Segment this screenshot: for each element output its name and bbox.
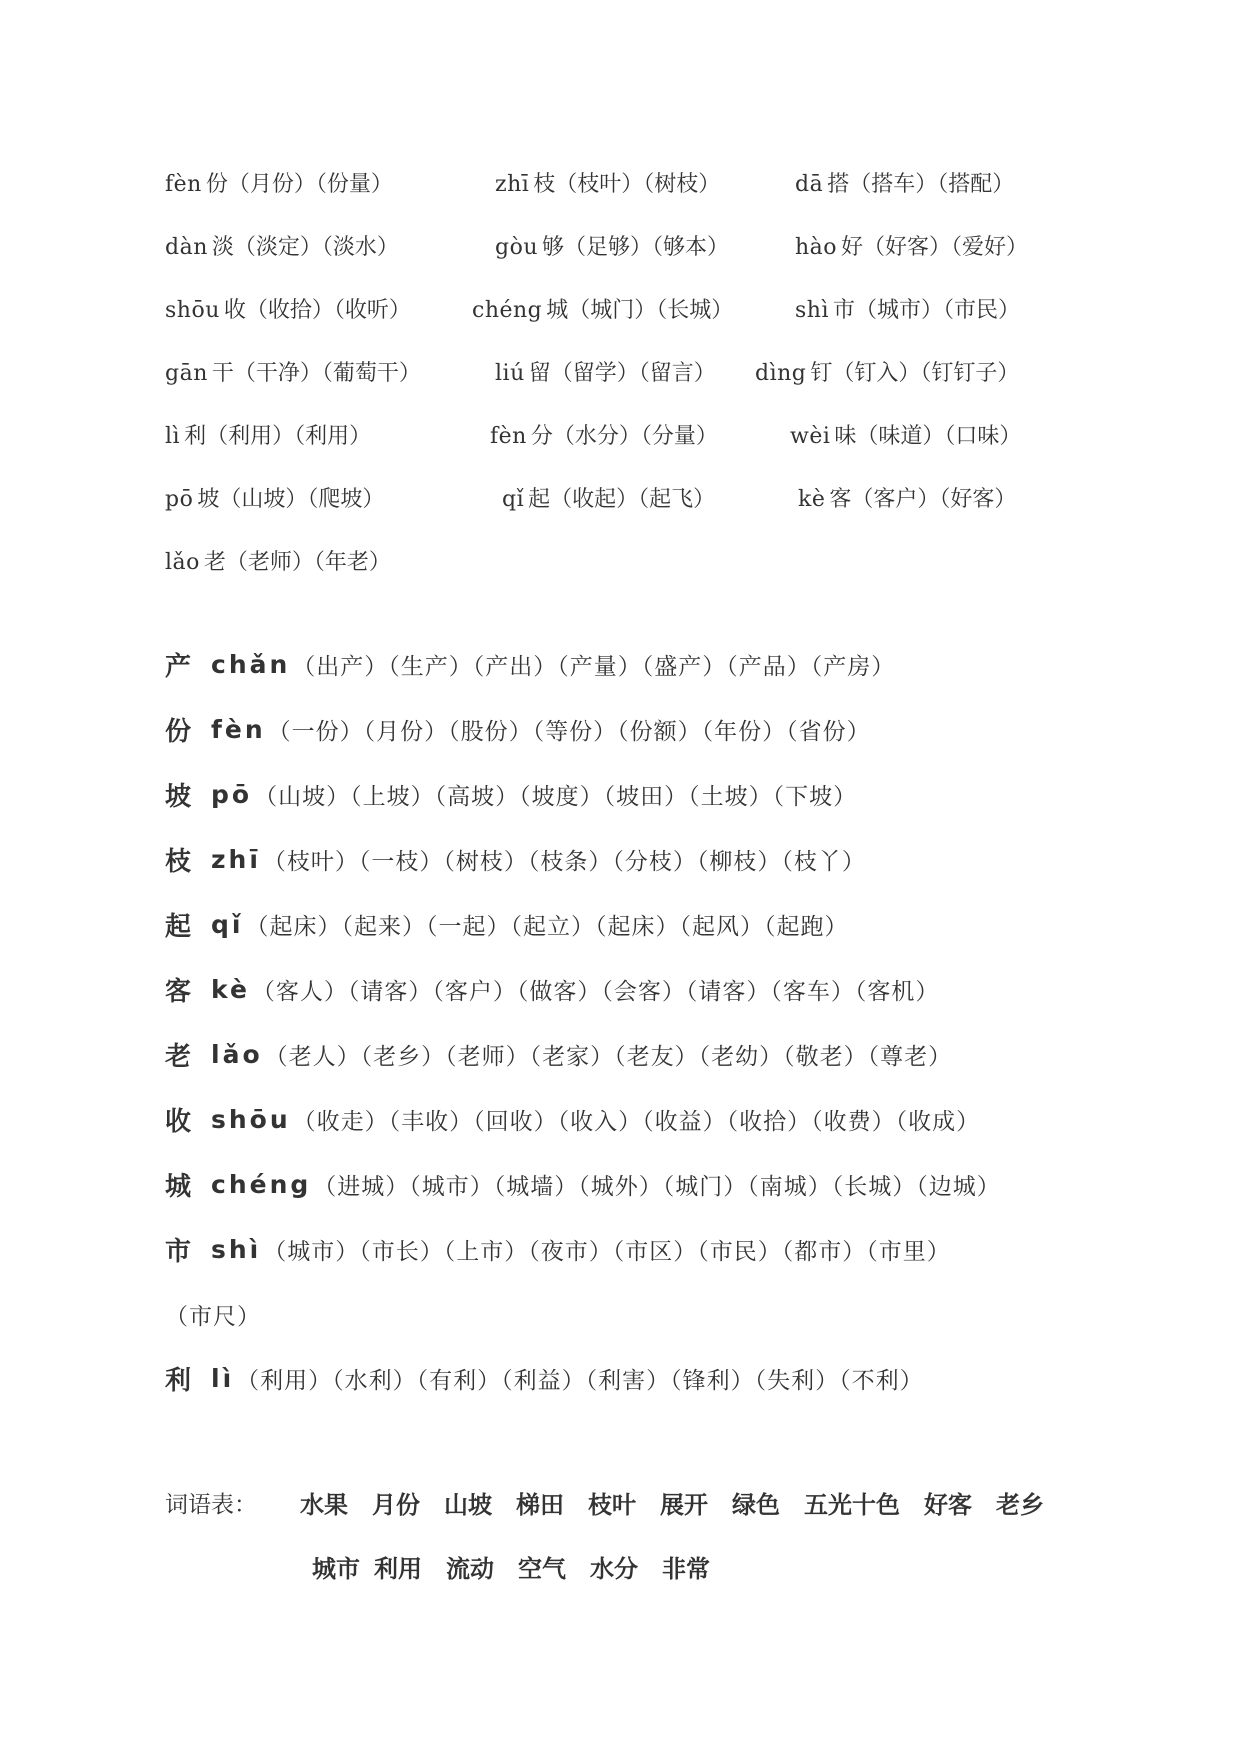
grid-row — [165, 422, 1115, 485]
grid-cell — [165, 485, 384, 515]
headword-pinyin: fèn — [211, 715, 266, 744]
grid-row — [165, 548, 1115, 611]
vocab-word: 绿色 — [732, 1490, 780, 1519]
word-list-row — [165, 632, 1125, 697]
cell-pinyin: dàn — [165, 235, 208, 260]
grid-cell — [795, 170, 1014, 200]
headword-char: 起 — [165, 912, 192, 942]
headword-char: 份 — [165, 717, 192, 747]
cell-text: 城（城门）（长城） — [546, 298, 734, 323]
word-list: （枝叶）（一枝）（树枝）（枝条）（分枝）（柳枝）（枝丫） — [262, 849, 866, 875]
word-list: （城市）（市长）（上市）（夜市）（市区）（市民）（都市）（市里） — [263, 1239, 951, 1265]
grid-cell — [790, 422, 1021, 452]
cell-pinyin: gān — [165, 361, 208, 386]
grid-row — [165, 485, 1115, 548]
headword-pinyin: lǎo — [211, 1040, 263, 1069]
word-lists — [165, 632, 1125, 1411]
word-list: （起床）（起来）（一起）（起立）（起床）（起风）（起跑） — [245, 914, 849, 940]
vocab-word: 流动 — [446, 1554, 494, 1583]
cell-pinyin: dā — [795, 172, 824, 197]
cell-text: 老（老师）（年老） — [203, 550, 391, 575]
headword-pinyin: chéng — [211, 1170, 312, 1199]
vocab-word: 非常 — [662, 1554, 710, 1583]
cell-text: 客（客户）（好客） — [829, 487, 1017, 512]
word-list-row — [165, 827, 1125, 892]
cell-text: 分（水分）（分量） — [530, 424, 718, 449]
cell-pinyin: shì — [795, 298, 829, 323]
grid-cell — [165, 296, 411, 326]
word-list: （老人）（老乡）（老师）（老家）（老友）（老幼）（敬老）（尊老） — [264, 1044, 953, 1070]
word-list-row — [165, 697, 1125, 762]
vocab-word: 空气 — [518, 1554, 566, 1583]
headword-char: 收 — [165, 1107, 192, 1137]
cell-text: 坡（山坡）（爬坡） — [197, 487, 385, 512]
vocab-word: 五光十色 — [804, 1490, 900, 1519]
cell-text: 利（利用）（利用） — [184, 424, 372, 449]
cell-pinyin: pō — [165, 487, 194, 512]
word-list-continuation: （市尺） — [165, 1303, 261, 1330]
cell-pinyin: gòu — [495, 235, 538, 260]
vocab-word: 展开 — [660, 1490, 708, 1519]
word-list-row — [165, 762, 1125, 827]
vocab-word: 梯田 — [516, 1490, 564, 1519]
grid-cell — [490, 422, 718, 452]
cell-text: 份（月份）（份量） — [205, 172, 393, 197]
word-list-row — [165, 1152, 1125, 1217]
headword-pinyin: lì — [211, 1364, 235, 1393]
word-list-row — [165, 1346, 1125, 1411]
cell-pinyin: dìng — [755, 361, 807, 386]
grid-cell — [472, 296, 733, 326]
cell-pinyin: shōu — [165, 298, 220, 323]
cell-pinyin: lǎo — [165, 550, 200, 575]
word-list: （山坡）（上坡）（高坡）（坡度）（坡田）（土坡）（下坡） — [254, 784, 858, 810]
vocab-label: 词语表： — [165, 1491, 257, 1518]
grid-row — [165, 233, 1115, 296]
cell-text: 钉（钉入）（钉钉子） — [810, 361, 1020, 386]
headword-char: 产 — [165, 652, 192, 682]
word-list: （一份）（月份）（股份）（等份）（份额）（年份）（省份） — [267, 719, 871, 745]
cell-text: 干（干净）（葡萄干） — [211, 361, 421, 386]
grid-cell — [795, 233, 1028, 263]
word-list: （进城）（城市）（城墙）（城外）（城门）（南城）（长城）（边城） — [313, 1174, 1001, 1200]
word-list-row — [165, 892, 1125, 957]
word-list-row — [165, 1022, 1125, 1087]
headword-char: 城 — [165, 1172, 192, 1202]
headword-pinyin: qǐ — [211, 910, 244, 939]
cell-text: 收（收拾）（收听） — [223, 298, 411, 323]
headword-pinyin: kè — [211, 975, 250, 1004]
cell-pinyin: fèn — [490, 424, 527, 449]
vocab-row — [165, 1470, 1125, 1534]
cell-text: 淡（淡定）（淡水） — [211, 235, 399, 260]
cell-text: 搭（搭车）（搭配） — [827, 172, 1015, 197]
grid-cell — [755, 359, 1019, 389]
grid-cell — [165, 233, 399, 263]
cell-pinyin: liú — [495, 361, 525, 386]
grid-cell — [165, 170, 393, 200]
cell-text: 留（留学）（留言） — [528, 361, 716, 386]
vocab-word: 城市 — [312, 1554, 360, 1583]
vocab-word: 水分 — [590, 1554, 638, 1583]
headword-char: 利 — [165, 1366, 192, 1396]
word-list-row — [165, 1217, 1125, 1282]
word-list: （利用）（水利）（有利）（利益）（利害）（锋利）（失利）（不利） — [236, 1368, 924, 1394]
cell-pinyin: qǐ — [502, 487, 525, 512]
grid-cell — [502, 485, 715, 515]
grid-cell — [495, 233, 729, 263]
vocab-word: 水果 — [300, 1490, 348, 1519]
cell-text: 好（好客）（爱好） — [841, 235, 1029, 260]
cell-pinyin: hào — [795, 235, 838, 260]
word-list: （出产）（生产）（产出）（产量）（盛产）（产品）（产房） — [292, 654, 896, 680]
headword-pinyin: zhī — [211, 845, 261, 874]
vocab-word: 好客 — [924, 1490, 972, 1519]
cell-pinyin: lì — [165, 424, 181, 449]
headword-char: 坡 — [165, 782, 192, 812]
grid-cell — [165, 359, 421, 389]
vocab-row — [165, 1534, 1125, 1598]
cell-text: 味（味道）（口味） — [834, 424, 1022, 449]
headword-char: 枝 — [165, 847, 192, 877]
headword-char: 老 — [165, 1042, 192, 1072]
cell-text: 市（城市）（市民） — [833, 298, 1021, 323]
cell-text: 枝（枝叶）（树枝） — [533, 172, 721, 197]
vocab-word: 利用 — [374, 1554, 422, 1583]
cell-pinyin: chéng — [472, 298, 543, 323]
word-list: （客人）（请客）（客户）（做客）（会客）（请客）（客车）（客机） — [251, 979, 940, 1005]
vocabulary-table — [165, 1470, 1125, 1598]
cell-pinyin: fèn — [165, 172, 202, 197]
cell-text: 够（足够）（够本） — [542, 235, 730, 260]
vocab-word: 老乡 — [996, 1490, 1044, 1519]
grid-row — [165, 359, 1115, 422]
headword-pinyin: pō — [211, 780, 253, 809]
grid-cell — [795, 296, 1020, 326]
cell-pinyin: zhī — [495, 172, 530, 197]
headword-pinyin: shōu — [211, 1105, 291, 1134]
vocab-word: 山坡 — [444, 1490, 492, 1519]
headword-pinyin: shì — [211, 1235, 262, 1264]
vocab-word: 枝叶 — [588, 1490, 636, 1519]
headword-char: 市 — [165, 1237, 192, 1267]
grid-cell — [165, 422, 371, 452]
grid-row — [165, 170, 1115, 233]
vocab-word: 月份 — [372, 1490, 420, 1519]
pinyin-grid — [165, 170, 1115, 611]
word-list-row — [165, 957, 1125, 1022]
word-list-row — [165, 1087, 1125, 1152]
headword-char: 客 — [165, 977, 192, 1007]
grid-row — [165, 296, 1115, 359]
grid-cell — [798, 485, 1016, 515]
cell-text: 起（收起）（起飞） — [528, 487, 716, 512]
headword-pinyin: chǎn — [211, 650, 291, 679]
cell-pinyin: kè — [798, 487, 826, 512]
word-list: （收走）（丰收）（回收）（收入）（收益）（收拾）（收费）（收成） — [292, 1109, 981, 1135]
grid-cell — [495, 359, 716, 389]
grid-cell — [165, 548, 391, 578]
word-list-continuation-row — [165, 1282, 1125, 1346]
grid-cell — [495, 170, 720, 200]
cell-pinyin: wèi — [790, 424, 831, 449]
